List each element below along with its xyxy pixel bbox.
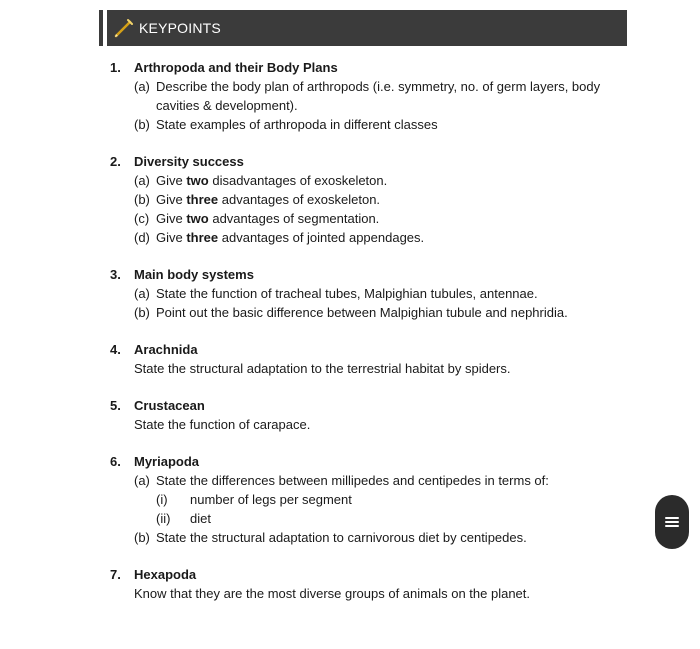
keypoints-list — [110, 58, 630, 621]
sub-list-item: (i) number of legs per segment — [156, 492, 352, 507]
section-diversity-success — [110, 152, 630, 247]
list-item: (c) Give two advantages of segmentation. — [134, 211, 380, 226]
list-item: (b) Point out the basic difference between Malpighian tubule and nephridia. — [134, 305, 568, 320]
section-body: State the structural adaptation to the terrestrial habitat by spiders. — [134, 361, 511, 376]
menu-button[interactable] — [655, 495, 689, 549]
section-heading: 6. Myriapoda — [110, 454, 200, 469]
section-heading: 2. Diversity success — [110, 154, 244, 169]
section-heading: 7. Hexapoda — [110, 567, 197, 582]
section-arachnida — [110, 340, 630, 378]
section-arthropoda — [110, 58, 630, 134]
section-body: Know that they are the most diverse groups of animals on the planet. — [134, 586, 531, 601]
section-body: State the function of carapace. — [134, 417, 311, 432]
menu-icon — [665, 515, 679, 529]
keypoints-header — [99, 10, 627, 46]
section-heading: 4. Arachnida — [110, 342, 198, 357]
section-hexapoda — [110, 565, 630, 603]
section-myriapoda — [110, 452, 630, 547]
sub-list-item: (ii) diet — [156, 511, 211, 526]
section-crustacean — [110, 396, 630, 434]
section-main-body-systems — [110, 265, 630, 322]
section-heading: 1. Arthropoda and their Body Plans — [110, 60, 338, 75]
header-accent-bar — [103, 10, 107, 46]
header-title: KEYPOINTS — [139, 20, 221, 36]
list-item: (b) Give three advantages of exoskeleton. — [134, 192, 381, 207]
list-item: (b) State examples of arthropoda in different classes — [134, 117, 438, 132]
list-item: (b) State the structural adaptation to carnivorous diet by centipedes. — [134, 530, 527, 545]
list-item: (d) Give three advantages of jointed appendages. — [134, 230, 425, 245]
pencil-icon — [113, 17, 135, 39]
section-heading: 3. Main body systems — [110, 267, 254, 282]
list-item: (a) State the function of tracheal tubes, Malpighian tubules, antennae. — [134, 286, 538, 301]
section-heading: 5. Crustacean — [110, 398, 205, 413]
list-item: (a) Give two disadvantages of exoskeleton. — [134, 173, 388, 188]
list-item: (a) State the differences between millipedes and centipedes in terms of: — [134, 473, 549, 488]
list-item: (a) Describe the body plan of arthropods (i.e. symmetry, no. of germ layers, body cavities & development). — [134, 79, 601, 113]
